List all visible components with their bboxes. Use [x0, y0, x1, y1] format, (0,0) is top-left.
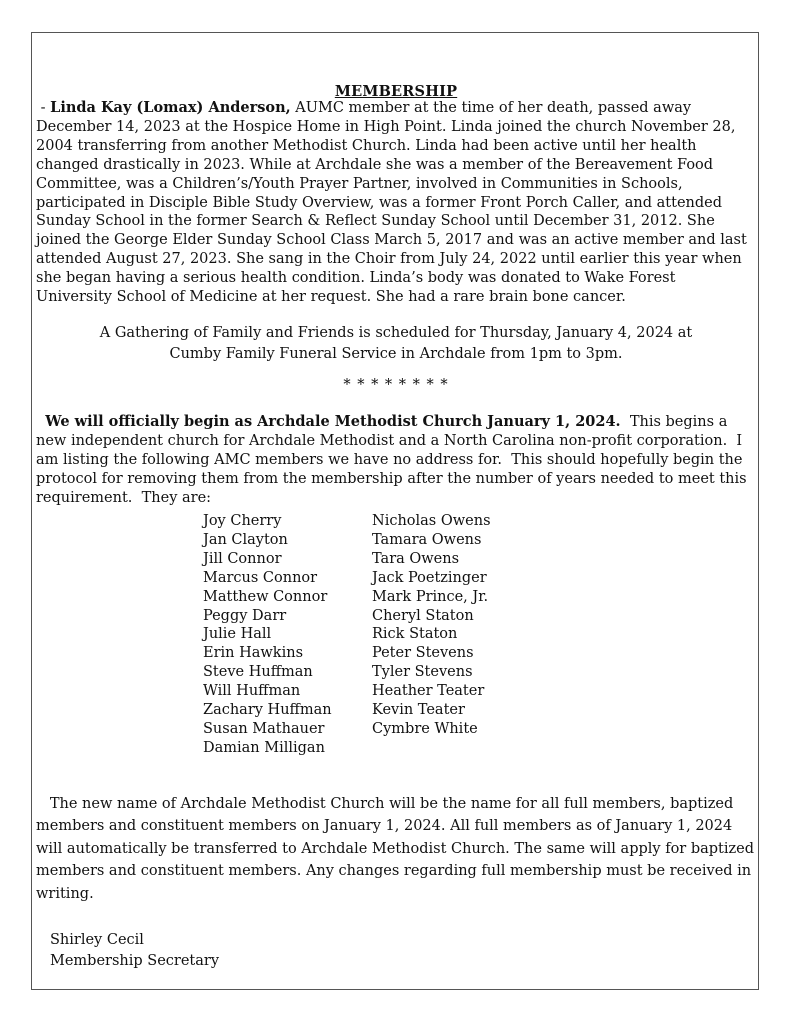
member-name: Cymbre White: [372, 720, 478, 737]
member-name: Peter Stevens: [372, 645, 474, 662]
member-name: Heather Teater: [372, 683, 485, 700]
member-name: Cheryl Staton: [372, 607, 474, 624]
member-name: Rick Staton: [372, 626, 458, 643]
signature-title: Membership Secretary: [50, 953, 220, 969]
member-name: Tara Owens: [372, 550, 460, 567]
member-name: Julie Hall: [203, 626, 272, 643]
obituary-paragraph: [36, 99, 754, 307]
announcement-body: This begins a new independent church for Archdale Methodist and a North Carolina non-profit corporation. I am listing the following AMC members we have no address for. This should hopefully begin the protocol for removing them from the membership after the number of years needed to meet this requirement. They are:: [36, 414, 752, 506]
member-name: Mark Prince, Jr.: [372, 588, 489, 605]
member-name: Marcus Connor: [203, 569, 318, 586]
announcement-paragraph: [36, 413, 754, 508]
member-name: Joy Cherry: [203, 513, 282, 529]
signature-name: Shirley Cecil: [50, 932, 144, 948]
obituary-lead: -: [36, 100, 51, 116]
member-name: Jack Poetzinger: [372, 569, 487, 586]
obituary-name: Linda Kay (Lomax) Anderson,: [50, 99, 291, 116]
member-name: Jill Connor: [203, 550, 282, 567]
member-name: Tamara Owens: [372, 531, 482, 548]
member-name: Susan Mathauer: [203, 720, 325, 737]
member-name: Tyler Stevens: [372, 664, 473, 681]
member-list-column-2: [372, 512, 491, 739]
newsletter-frame: [31, 32, 759, 990]
member-name: Nicholas Owens: [372, 513, 491, 529]
section-heading: MEMBERSHIP: [334, 83, 458, 100]
signature-block: [50, 930, 219, 972]
closing-paragraph: [36, 793, 754, 905]
member-name: Damian Milligan: [203, 739, 325, 756]
member-name: Matthew Connor: [203, 588, 328, 605]
member-name: Kevin Teater: [372, 702, 465, 719]
closing-text: The new name of Archdale Methodist Church will be the name for all full members, baptized members and constituent members on January 1, 2024. All full members as of January 1, 2024 will automatically be transferred to Archdale Methodist Church. The same will apply for baptized members and constituent members. Any changes regarding full membership must be received in writing.: [36, 796, 755, 902]
member-name: Zachary Huffman: [203, 702, 332, 719]
member-name: Will Huffman: [203, 683, 301, 700]
obituary-body: AUMC member at the time of her death, passed away December 14, 2023 at the Hospice Home in High Point. Linda joined the church November 28, 2004 transferring from another Methodist Church. Linda had been active until her health changed drastically in 2023. While at Archdale she was a member of the Bereavement Food Committee, was a Children’s/Youth Prayer Partner, involved in Communities in Schools, participated in Disciple Bible Study Overview, was a former Front Porch Caller, and attended Sunday School in the former Search & Reflect Sunday School until December 31, 2012. She joined the George Elder Sunday School Class March 5, 2017 and was an active member and last attended August 27, 2023. She sang in the Choir from July 24, 2022 until earlier this year when she began having a serious health condition. Linda’s body was donated to Wake Forest University School of Medicine at her request. She had a rare brain bone cancer.: [36, 100, 747, 306]
gathering-line-2: Cumby Family Funeral Service in Archdale from 1pm to 3pm.: [169, 346, 623, 362]
member-name: Jan Clayton: [203, 531, 288, 548]
member-name: Steve Huffman: [203, 664, 313, 681]
section-separator: * * * * * * * *: [343, 377, 449, 393]
gathering-notice: [32, 323, 760, 365]
member-name: Peggy Darr: [203, 607, 287, 624]
member-list-column-1: [203, 512, 332, 758]
member-name: Erin Hawkins: [203, 645, 304, 662]
gathering-line-1: A Gathering of Family and Friends is scheduled for Thursday, January 4, 2024 at: [99, 325, 693, 341]
announcement-lead: We will officially begin as Archdale Methodist Church January 1, 2024.: [45, 413, 621, 430]
